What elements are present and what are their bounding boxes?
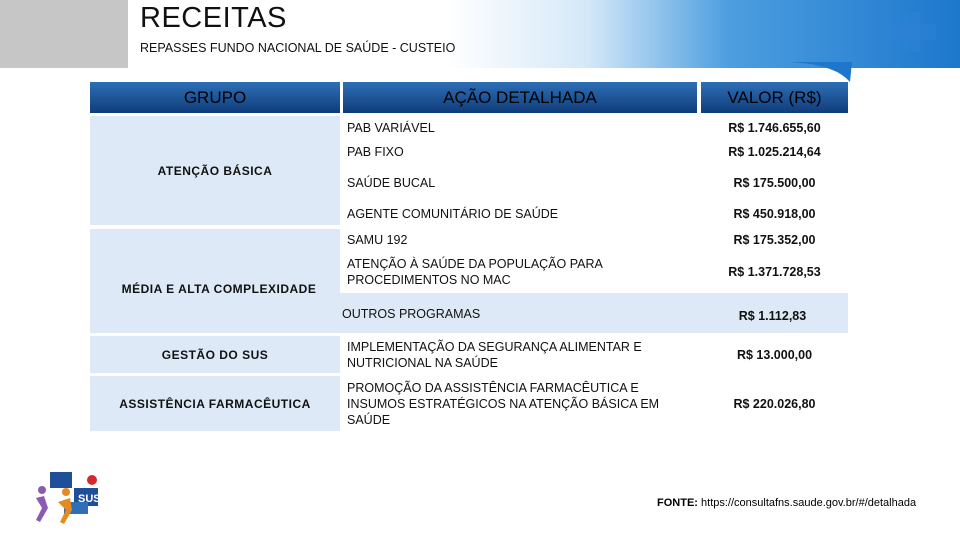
column-header-acao: AÇÃO DETALHADA [343, 82, 697, 113]
table-row-action: PROMOÇÃO DA ASSISTÊNCIA FARMACÊUTICA E INSUMOS ESTRATÉGICOS NA ATENÇÃO BÁSICA EM SAÚDE [340, 376, 697, 431]
table-row-action: OUTROS PROGRAMAS [337, 293, 697, 333]
table-row-action: IMPLEMENTAÇÃO DA SEGURANÇA ALIMENTAR E NUTRICIONAL NA SAÚDE [340, 336, 697, 373]
page-title: RECEITAS [140, 2, 287, 34]
table-row-value: R$ 1.746.655,60 [701, 116, 848, 139]
table-row-action: AGENTE COMUNITÁRIO DE SAÚDE [340, 202, 697, 225]
group-gestao-do-sus: GESTÃO DO SUS [90, 336, 340, 373]
table-row-action: SAÚDE BUCAL [340, 164, 697, 201]
health-cross-icon [888, 12, 936, 52]
svg-text:SUS: SUS [78, 493, 101, 505]
table-row-value: R$ 1.371.728,53 [701, 252, 848, 292]
table-row-action: PAB FIXO [340, 140, 697, 163]
column-header-grupo: GRUPO [90, 82, 340, 113]
table-row-value: R$ 13.000,00 [701, 336, 848, 373]
group-atencao-basica: ATENÇÃO BÁSICA [90, 116, 340, 225]
table-row-value: R$ 175.352,00 [701, 228, 848, 251]
table-row-action: ATENÇÃO À SAÚDE DA POPULAÇÃO PARA PROCEDIMENTOS NO MAC [340, 252, 697, 292]
table-row-value: R$ 1.025.214,64 [701, 140, 848, 163]
source-url: https://consultafns.saude.gov.br/#/detalhada [701, 497, 917, 509]
column-header-valor: VALOR (R$) [701, 82, 848, 113]
group-media-alta-complexidade: MÉDIA E ALTA COMPLEXIDADE [90, 229, 340, 333]
table-row-action: SAMU 192 [340, 228, 697, 251]
sus-logo [30, 468, 108, 526]
table-row-value: R$ 1.112,83 [697, 293, 848, 333]
table-row-action: PAB VARIÁVEL [340, 116, 697, 139]
table-row-value: R$ 220.026,80 [701, 376, 848, 431]
group-assistencia-farmaceutica: ASSISTÊNCIA FARMACÊUTICA [90, 376, 340, 431]
header-grey-block [0, 0, 128, 68]
table-row-value: R$ 175.500,00 [701, 164, 848, 201]
page-subtitle: REPASSES FUNDO NACIONAL DE SAÚDE - CUSTEIO [140, 41, 456, 55]
banner-swoosh [780, 62, 960, 82]
table-row-value: R$ 450.918,00 [701, 202, 848, 225]
source-note: FONTE: https://consultafns.saude.gov.br/#/detalhada [657, 497, 917, 509]
